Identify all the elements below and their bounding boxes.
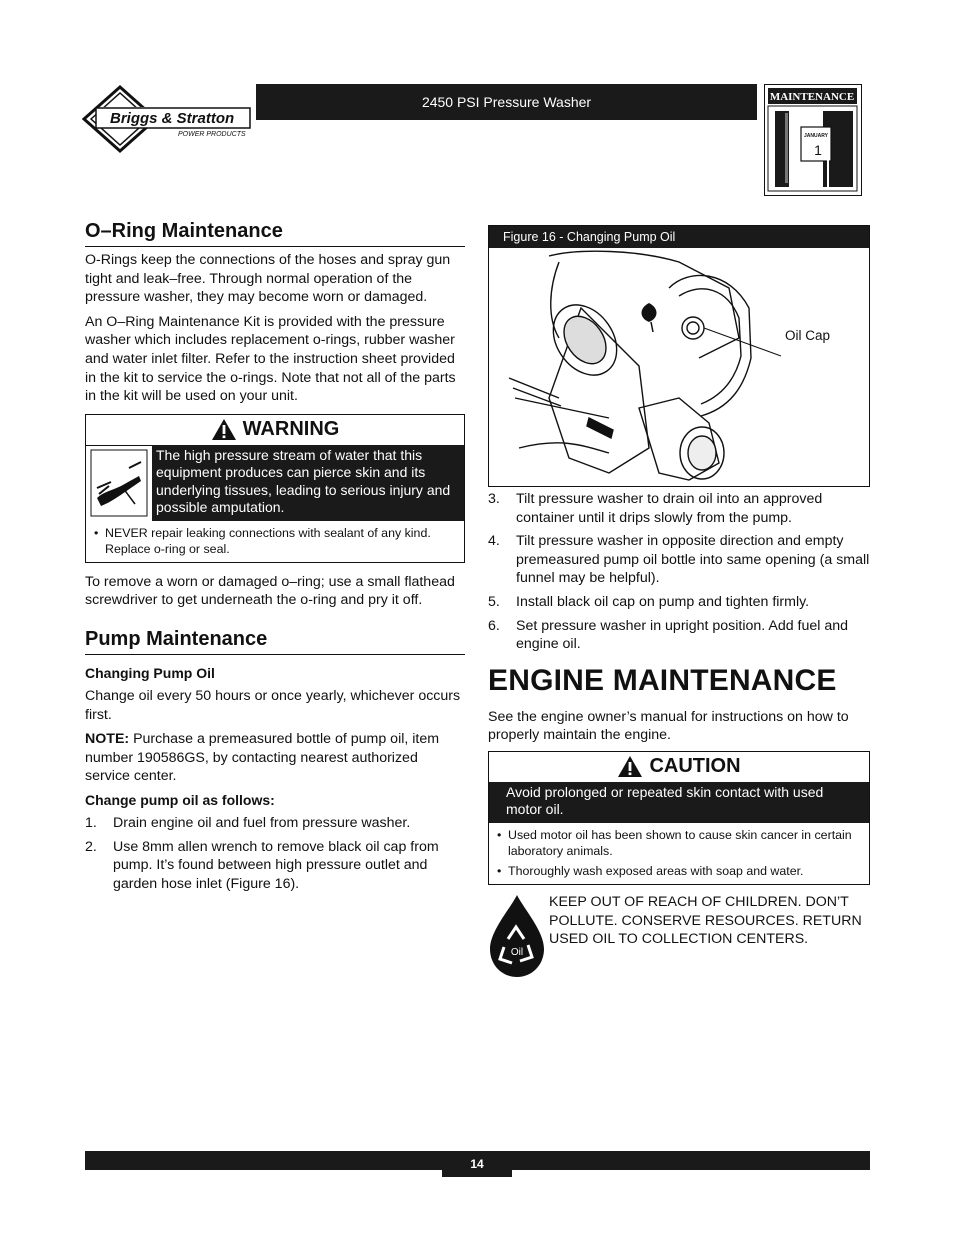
brand-sub: POWER PRODUCTS: [178, 131, 246, 138]
recycle-notice: [488, 893, 870, 984]
caution-bullets: [489, 823, 869, 884]
pump-sub1: Changing Pump Oil: [85, 664, 215, 681]
warning-triangle-icon: [211, 418, 237, 441]
oring-p1: O-Rings keep the connections of the hoses and spray gun tight and leak–free. Through normal operation of the pressure washer, they may become worn or damaged.: [85, 252, 451, 306]
oring-p2: An O–Ring Maintenance Kit is provided with the pressure washer which includes replacement o-rings, rubber washer and water inlet filter. Refer to the instruction sheet provided in the kit to service the o-rings. Note that not all of the parts in the kit will be used on your unit.: [85, 313, 456, 405]
svg-text:JANUARY: JANUARY: [804, 133, 828, 139]
warning-text: The high pressure stream of water that this equipment produces can pierce skin and its underlying tissues, leading to serious injury and possible amputation.: [152, 445, 464, 521]
warning-title: WARNING: [242, 418, 340, 441]
brand-logo: [82, 84, 254, 154]
oring-p3: To remove a worn or damaged o–ring; use a small flathead screwdriver to get underneath the o-ring and pry it off.: [85, 573, 455, 609]
list-item: 1. Drain engine oil and fuel from pressure washer.: [85, 814, 411, 831]
engine-p1: See the engine owner’s manual for instructions on how to properly maintain the engine.: [488, 708, 849, 744]
maintenance-calendar-wrench-icon: [765, 85, 860, 194]
warning-header: [86, 415, 464, 445]
pump-illustration: [489, 248, 869, 486]
engine-title: ENGINE MAINTENANCE: [488, 663, 837, 697]
pump-steps-continued: [488, 490, 870, 654]
pump-p1: Change oil every 50 hours or once yearly, whichever occurs first.: [85, 687, 461, 723]
right-column: [488, 225, 870, 984]
caution-header: [489, 752, 869, 782]
maintenance-icon-box: [764, 84, 862, 196]
warning-box: [85, 414, 465, 563]
warning-body: [86, 445, 464, 521]
caution-title: CAUTION: [649, 755, 741, 778]
list-item: 3. Tilt pressure washer to drain oil into an approved container until it drips slowly from the pump.: [488, 491, 823, 526]
caution-bullet: • Thoroughly wash exposed areas with soap and water.: [495, 863, 863, 879]
list-item: 4. Tilt pressure washer in opposite direction and empty premeasured pump oil bottle into same opening (a small funnel may be helpful).: [488, 533, 870, 587]
caution-box: [488, 751, 870, 885]
oring-title: O–Ring Maintenance: [85, 220, 465, 247]
brand-name: Briggs & Stratton: [110, 110, 235, 127]
left-column: [85, 220, 465, 898]
oil-recycle-icon: [488, 893, 548, 984]
warning-bullet: • NEVER repair leaking connections with sealant of any kind. Replace o-ring or seal.: [92, 525, 458, 557]
page-number: 14: [442, 1151, 512, 1177]
oil-cap-callout: Oil Cap: [785, 328, 831, 343]
svg-text:1: 1: [814, 142, 822, 158]
pump-oil-cap-illustration: [489, 248, 869, 486]
caution-triangle-icon: [617, 755, 643, 778]
list-item: 5. Install black oil cap on pump and tighten firmly.: [488, 593, 810, 610]
pump-steps: [85, 814, 465, 893]
list-item: 6. Set pressure washer in upright position. Add fuel and engine oil.: [488, 617, 849, 653]
figure-caption: Figure 16 - Changing Pump Oil: [489, 226, 869, 248]
header-title-bar: [256, 84, 757, 120]
figure-16: [488, 225, 870, 487]
list-item: 2. Use 8mm allen wrench to remove black oil cap from pump. It’s found between high pressure outlet and garden hose inlet (Figure 16).: [85, 838, 439, 892]
caution-bullet: • Used motor oil has been shown to cause skin cancer in certain laboratory animals.: [495, 827, 863, 859]
skin-injection-hazard-icon: [86, 445, 152, 521]
oil-label: Oil: [510, 946, 524, 958]
caution-text: Avoid prolonged or repeated skin contact with used motor oil.: [489, 782, 869, 823]
warning-bullets: [86, 521, 464, 562]
pump-sub2: Change pump oil as follows:: [85, 791, 275, 808]
svg-text:MAINTENANCE: MAINTENANCE: [769, 91, 855, 103]
pump-title: Pump Maintenance: [85, 628, 465, 655]
note-text: Purchase a premeasured bottle of pump oil, item number 190586GS, by contacting nearest authorized service center.: [85, 731, 440, 785]
note-label: NOTE:: [85, 731, 130, 748]
header-title: 2450 PSI Pressure Washer: [421, 94, 592, 110]
pump-note: [85, 730, 465, 786]
recycle-text: KEEP OUT OF REACH OF CHILDREN. DON’T POLLUTE. CONSERVE RESOURCES. RETURN USED OIL TO COLLECTION CENTERS.: [549, 893, 862, 948]
